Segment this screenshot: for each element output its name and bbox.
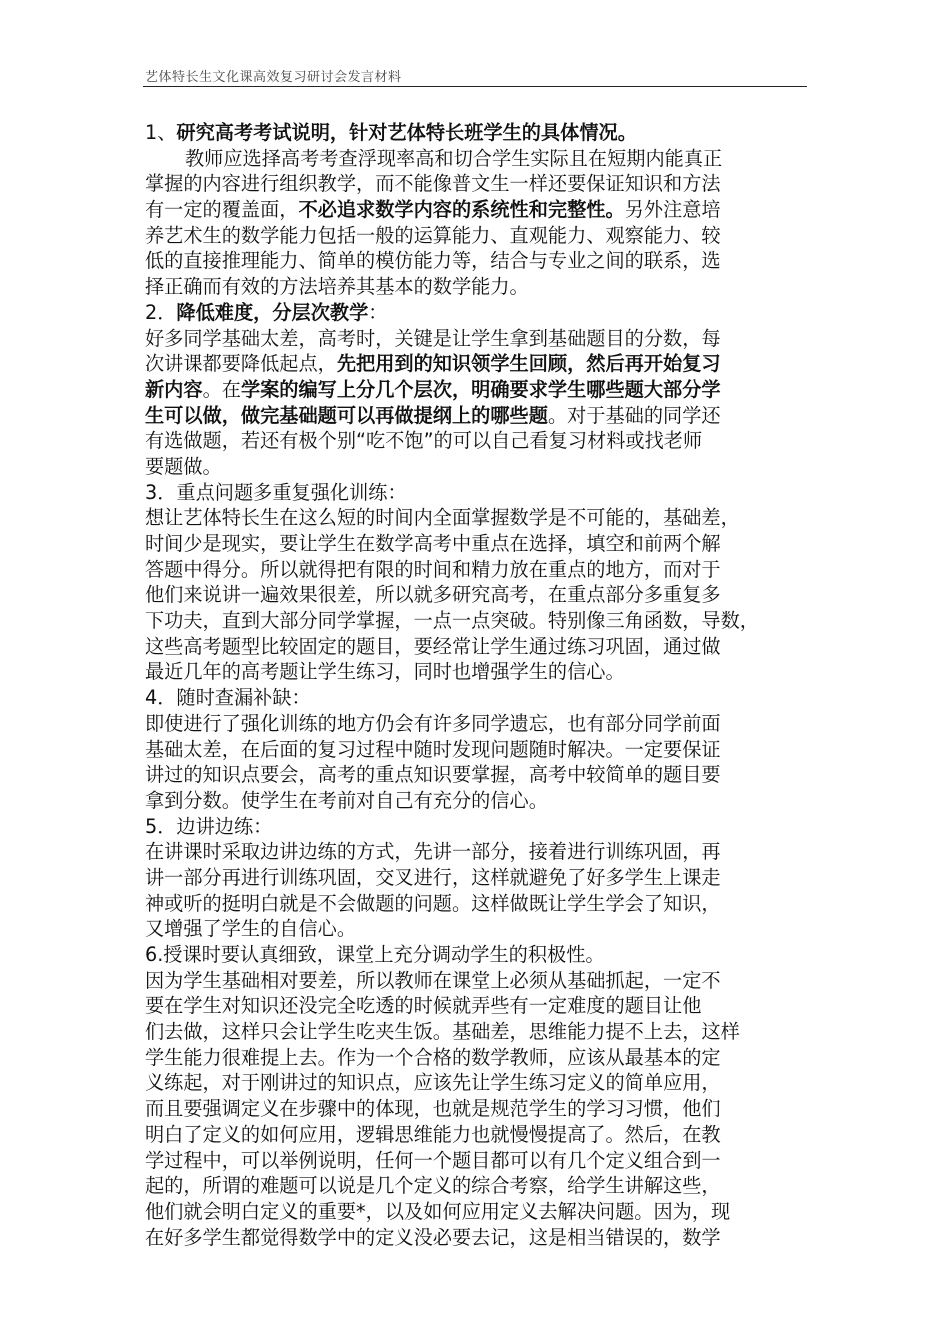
text-line — [145, 916, 809, 942]
text-run: 要题做。 — [145, 454, 222, 478]
text-run: 2． — [145, 300, 177, 324]
text-run: 下功夫，直到大部分同学掌握，一点一点突破。特别像三角函数，导数， — [145, 609, 759, 633]
text-line — [145, 1070, 809, 1096]
text-line — [145, 1096, 809, 1122]
text-run: 神或听的挺明白就是不会做题的问题。这样做既让学生学会了知识， — [145, 891, 721, 915]
text-run: 又增强了学生的自信心。 — [145, 917, 357, 941]
text-line — [145, 659, 809, 685]
bold-text-run: 降低难度，分层次教学 — [176, 300, 369, 324]
text-line — [145, 531, 809, 557]
text-run: 要在学生对知识还没完全吃透的时候就弄些有一定难度的题目让他 — [145, 994, 702, 1018]
text-line — [145, 891, 809, 917]
text-run: 最近几年的高考题让学生练习，同时也增强学生的信心。 — [145, 660, 625, 684]
text-run: 学生能力很难提上去。作为一个合格的数学教师，应该从最基本的定 — [145, 1045, 721, 1069]
text-run: 掌握的内容进行组织教学，而不能像普文生一样还要保证知识和方法 — [145, 172, 721, 196]
text-line — [145, 685, 809, 711]
text-line — [145, 146, 809, 172]
text-line — [145, 248, 809, 274]
bold-text-run: 新内容 — [145, 377, 203, 401]
text-line — [145, 711, 809, 737]
text-run: 有选做题，若还有极个别“吃不饱”的可以自己看复习材料或找老师 — [145, 429, 703, 453]
text-line — [145, 1173, 809, 1199]
text-run: 在好多学生都觉得数学中的定义没必要去记，这是相当错误的，数学 — [145, 1225, 721, 1249]
text-line — [145, 839, 809, 865]
text-run: 学过程中，可以举例说明，任何一个题目都可以有几个定义组合到一 — [145, 1148, 721, 1172]
text-run: 次讲课都要降低起点， — [145, 352, 337, 376]
bold-text-run: 先把用到的知识领学生回顾，然后再开始复习 — [336, 352, 721, 376]
text-line — [145, 326, 809, 352]
text-run: 拿到分数。使学生在考前对自己有充分的信心。 — [145, 788, 548, 812]
bold-text-run: 不必追求数学内容的系统性和完整性。 — [298, 198, 625, 222]
text-run: 而且要强调定义在步骤中的体现，也就是规范学生的学习习惯，他们 — [145, 1097, 721, 1121]
text-line — [145, 608, 809, 634]
text-line — [145, 480, 809, 506]
text-line — [145, 171, 809, 197]
text-run: 时间少是现实，要让学生在数学高考中重点在选择，填空和前两个解 — [145, 532, 721, 555]
text-run: 因为学生基础相对要差，所以教师在课堂上必须从基础抓起，一定不 — [145, 968, 721, 992]
text-run: 这些高考题型比较固定的题目，要经常让学生通过练习巩固，通过做 — [145, 634, 721, 658]
text-line — [145, 814, 809, 840]
text-line — [145, 1019, 809, 1045]
text-line — [145, 300, 809, 326]
text-run: 他们就会明白定义的重要*，以及如何应用定义去解决问题。因为，现 — [145, 1199, 731, 1223]
text-run: 养艺术生的数学能力包括一般的运算能力、直观能力、观察能力、较 — [145, 223, 721, 247]
text-line — [145, 377, 809, 403]
text-run: 们去做，这样只会让学生吃夹生饭。基础差，思维能力提不上去，这样 — [145, 1020, 740, 1044]
text-line — [145, 865, 809, 891]
text-run: 4．随时查漏补缺： — [145, 686, 311, 710]
text-line — [145, 274, 809, 300]
text-line — [145, 197, 809, 223]
text-run: 基础太差，在后面的复习过程中随时发现问题随时解决。一定要保证 — [145, 737, 721, 761]
text-line — [145, 942, 809, 968]
text-run: 义练起，对于刚讲过的知识点，应该先让学生练习定义的简单应用， — [145, 1071, 721, 1095]
text-run: 3．重点问题多重复强化训练： — [145, 480, 407, 504]
text-run: 讲一部分再进行训练巩固，交叉进行，这样就避免了好多学生上课走 — [145, 865, 721, 889]
text-run: 教师应选择高考考查浮现率高和切合学生实际且在短期内能真正 — [185, 146, 723, 170]
text-line — [145, 634, 809, 660]
text-run: ： — [368, 300, 388, 324]
text-run: 即使进行了强化训练的地方仍会有许多同学遗忘，也有部分同学前面 — [145, 711, 721, 735]
text-run: 6.授课时要认真细致，课堂上充分调动学生的积极性。 — [145, 943, 605, 966]
text-run: 讲过的知识点要会，高考的重点知识要掌握，高考中较简单的题目要 — [145, 763, 721, 787]
text-run: 低的直接推理能力、简单的模仿能力等，结合与专业之间的联系，选 — [145, 249, 721, 273]
text-line — [145, 993, 809, 1019]
text-run: 5．边讲边练： — [145, 814, 273, 838]
bold-text-run: 生可以做，做完基础题可以再做提纲上的哪些题 — [145, 403, 548, 427]
text-line — [145, 762, 809, 788]
text-run: 明白了定义的如何应用，逻辑思维能力也就慢慢提高了。然后，在教 — [145, 1122, 721, 1146]
text-run: 想让艺体特长生在这么短的时间内全面掌握数学是不可能的，基础差， — [145, 506, 740, 530]
text-line — [145, 968, 809, 994]
header-divider — [143, 86, 807, 87]
text-run: 另外注意培 — [624, 198, 721, 222]
text-run: 好多同学基础太差，高考时，关键是让学生拿到基础题目的分数，每 — [145, 326, 721, 350]
text-line — [145, 505, 809, 531]
text-line — [145, 557, 809, 583]
text-line — [145, 351, 809, 377]
document-body — [145, 120, 809, 1250]
text-line — [145, 403, 809, 429]
text-run: 。对于基础的同学还 — [547, 403, 721, 427]
text-line — [145, 582, 809, 608]
text-line — [145, 1199, 809, 1225]
text-run: 择正确而有效的方法培养其基本的数学能力。 — [145, 275, 529, 299]
running-header: 艺体特长生文化课高效复习研讨会发言材料 — [145, 70, 402, 85]
text-run: 他们来说讲一遍效果很差，所以就多研究高考，在重点部分多重复多 — [145, 583, 721, 607]
text-line — [145, 223, 809, 249]
text-run: 1、 — [145, 121, 177, 144]
text-line — [145, 120, 809, 146]
text-run: 。在 — [202, 377, 241, 401]
text-line — [145, 1225, 809, 1251]
bold-text-run: 学案的编写上分几个层次，明确要求学生哪些题大部分学 — [240, 377, 721, 401]
text-line — [145, 1045, 809, 1071]
text-line — [145, 428, 809, 454]
text-run: 有一定的覆盖面， — [145, 198, 299, 222]
text-run: 在讲课时采取边讲边练的方式，先讲一部分，接着进行训练巩固，再 — [145, 840, 721, 864]
text-line — [145, 454, 809, 480]
text-line — [145, 1148, 809, 1174]
bold-text-run: 研究高考考试说明，针对艺体特长班学生的具体情况。 — [176, 121, 637, 144]
text-run: 答题中得分。所以就得把有限的时间和精力放在重点的地方，而对于 — [145, 557, 721, 581]
text-line — [145, 788, 809, 814]
text-line — [145, 1122, 809, 1148]
text-run: 起的，所谓的难题可以说是几个定义的综合考察，给学生讲解这些， — [145, 1174, 721, 1198]
text-line — [145, 737, 809, 763]
